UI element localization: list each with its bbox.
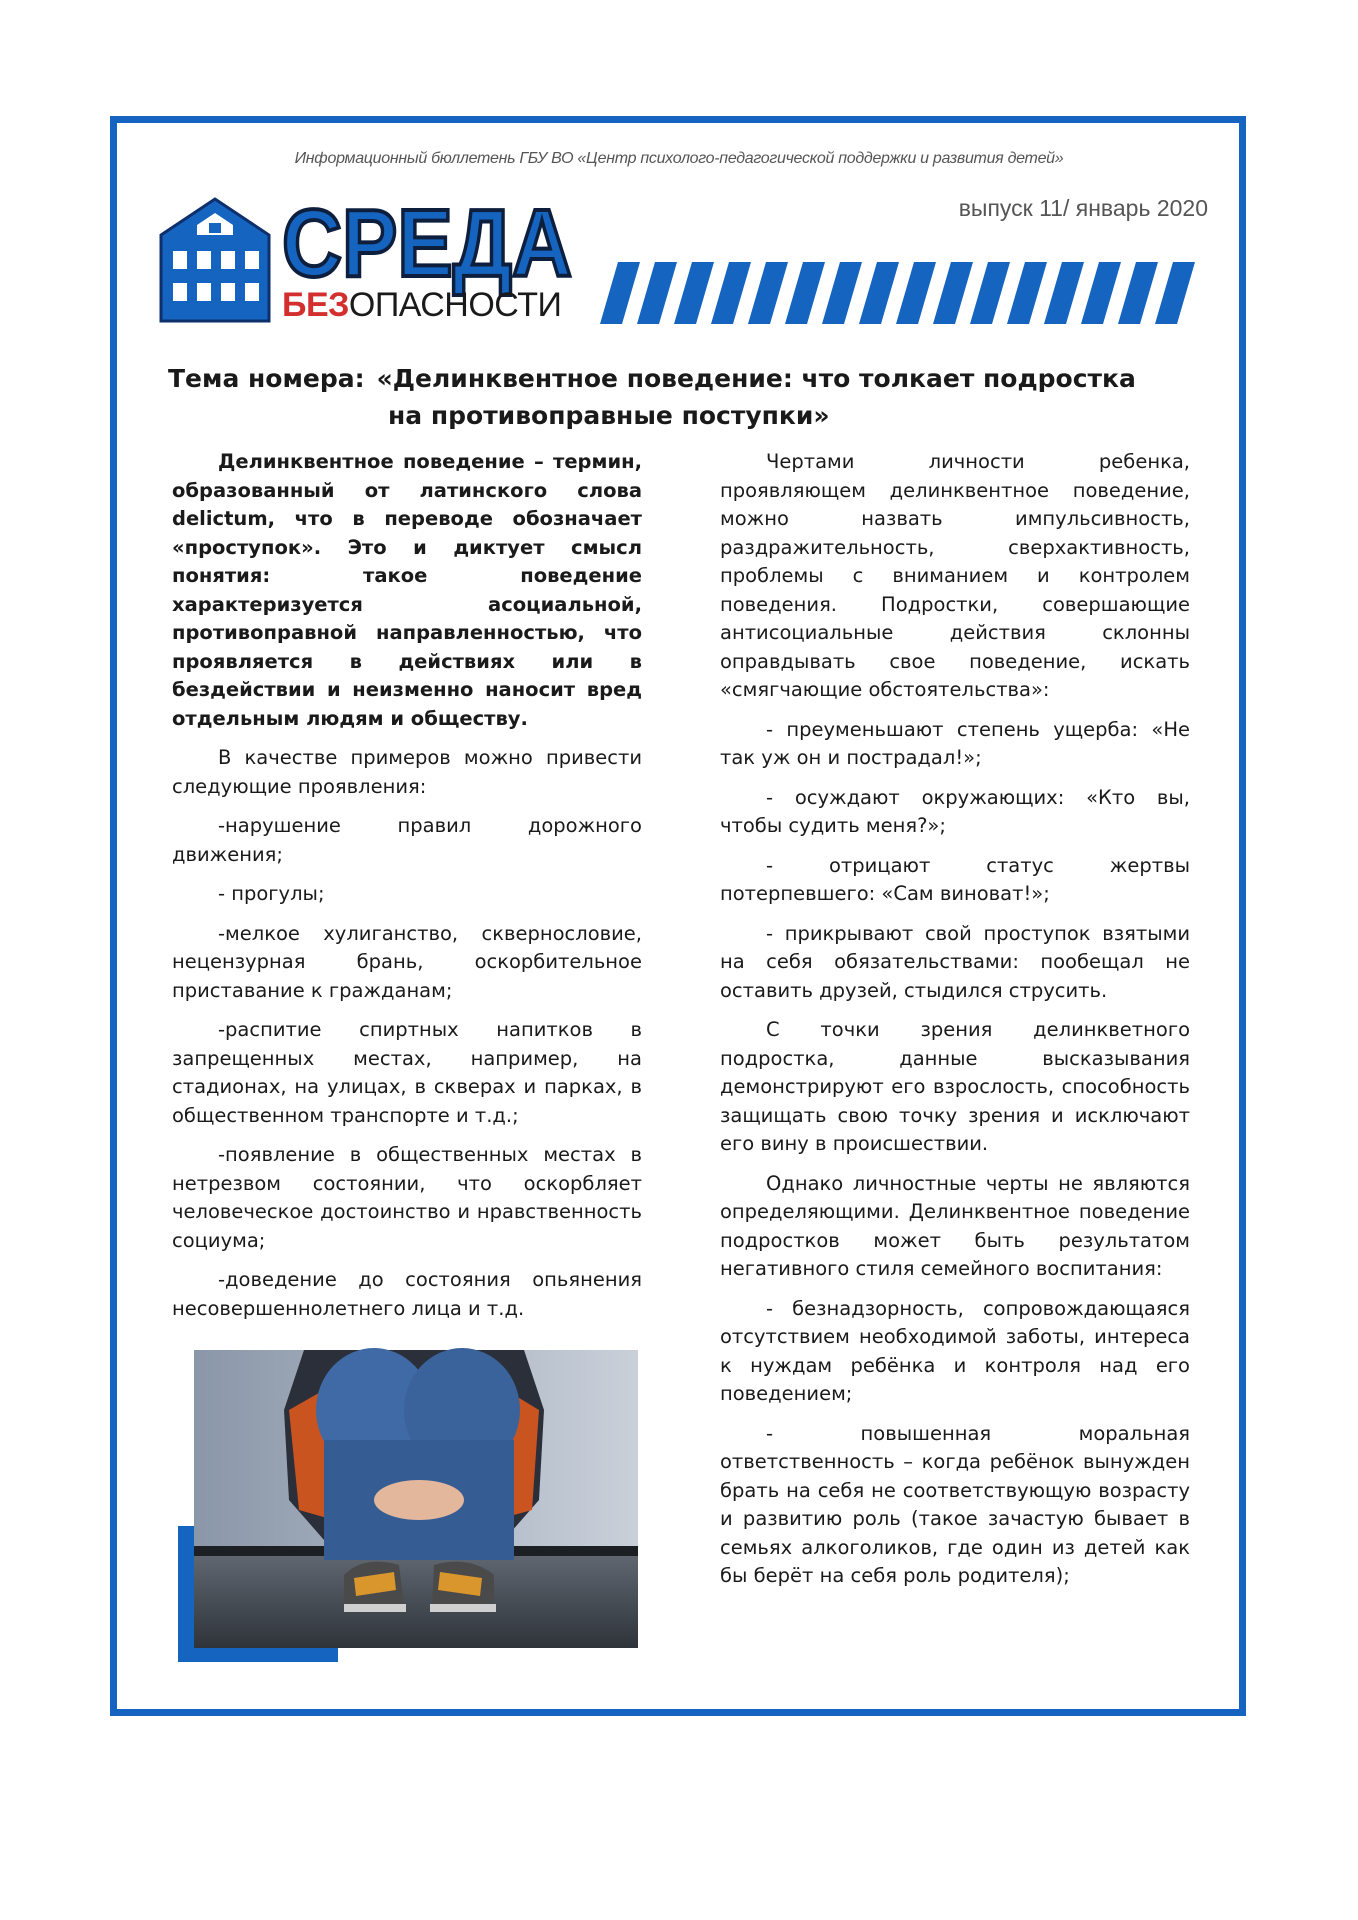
stripe bbox=[1081, 262, 1121, 324]
stripe bbox=[1007, 262, 1047, 324]
stripe bbox=[859, 262, 899, 324]
stripe bbox=[600, 262, 640, 324]
list-item: -появление в общественных местах в нетрезвом состоянии, что оскорбляет человеческое достоинство и нравственность социума; bbox=[172, 1143, 642, 1252]
list-item: - осуждают окружающих: «Кто вы, чтобы судить меня?»; bbox=[720, 785, 1190, 837]
paragraph: Однако личностные черты не являются определяющими. Делинквентное поведение подростков может быть результатом негативного стиля семейного воспитания: bbox=[720, 1171, 1190, 1280]
paragraph: Делинквентное поведение – термин, образованный от латинского слова delictum, что в переводе обозначает «проступок». Это и диктует смысл понятия: такое поведение характеризуется асоциальной, противоправной направленностью, что проявляется в действиях или в бездействии и неизменно наносит вред отдельным людям и обществу. bbox=[172, 450, 642, 730]
stripe bbox=[1044, 262, 1084, 324]
stripe bbox=[674, 262, 714, 324]
bulletin-caption: Информационный бюллетень ГБУ ВО «Центр психолого-педагогической поддержки и развития детей» bbox=[294, 150, 1064, 167]
logo-wordmark bbox=[278, 190, 578, 297]
logo-main-text: СРЕДА bbox=[282, 190, 572, 297]
sitting-teen-photo bbox=[194, 1350, 638, 1648]
left-column bbox=[172, 448, 642, 1334]
theme-label: Тема номера: bbox=[168, 364, 365, 393]
paragraph: С точки зрения делинкветного подростка, данные высказывания демонстрируют его взрослость, способность защищать свою точку зрения и исключают его вину в происшествии. bbox=[720, 1018, 1190, 1155]
logo-sub-red: БЕЗ bbox=[282, 286, 349, 324]
stripe bbox=[970, 262, 1010, 324]
stripe bbox=[785, 262, 825, 324]
stripe bbox=[748, 262, 788, 324]
stripe bbox=[711, 262, 751, 324]
stripe bbox=[822, 262, 862, 324]
stripe bbox=[637, 262, 677, 324]
list-item: - повышенная моральная ответственность – когда ребёнок вынужден брать на себя не соответствующую возрасту и развитию роль (такое зачастую бывает в семьях алкоголиков, где один из детей как бы берёт на себя роль родителя); bbox=[720, 1421, 1190, 1587]
list-item: -распитие спиртных напитков в запрещенных местах, например, на стадионах, на улицах, в скверах и парках, в общественном транспорте и т.д.; bbox=[172, 1018, 642, 1127]
stripe bbox=[1118, 262, 1158, 324]
stripe bbox=[896, 262, 936, 324]
list-item: - безнадзорность, сопровождающаяся отсутствием необходимой заботы, интереса к нуждам ребёнка и контроля над его поведением; bbox=[720, 1296, 1190, 1405]
logo-subtitle bbox=[282, 286, 561, 325]
house-icon bbox=[155, 195, 275, 325]
list-item: -мелкое хулиганство, сквернословие, нецензурная брань, оскорбительное приставание к гражданам; bbox=[172, 921, 642, 1002]
stripe bbox=[933, 262, 973, 324]
list-item: - прогулы; bbox=[218, 882, 325, 905]
list-item: -нарушение правил дорожного движения; bbox=[172, 814, 642, 866]
paragraph: Чертами личности ребенка, проявляющем делинквентное поведение, можно назвать импульсивность, раздражительность, сверхактивность, проблемы с вниманием и контролем поведения. Подростки, совершающие антисоциальные действия склонны оправдывать свое поведение, искать «смягчающие обстоятельства»: bbox=[720, 450, 1190, 701]
paragraph: В качестве примеров можно привести следующие проявления: bbox=[172, 746, 642, 798]
list-item: - преуменьшают степень ущерба: «Не так уж он и пострадал!»; bbox=[720, 717, 1190, 769]
list-item: - отрицают статус жертвы потерпевшего: «Сам виноват!»; bbox=[720, 853, 1190, 905]
issue-theme bbox=[168, 360, 1208, 434]
list-item: -доведение до состояния опьянения несовершеннолетнего лица и т.д. bbox=[172, 1268, 642, 1320]
theme-title-line1: «Делинквентное поведение: что толкает подростка bbox=[376, 364, 1136, 393]
issue-number: выпуск 11/ январь 2020 bbox=[958, 195, 1208, 221]
right-column bbox=[720, 448, 1190, 1602]
stripe bbox=[1155, 262, 1195, 324]
theme-title-line2: на противоправные поступки» bbox=[388, 401, 830, 430]
list-item: - прикрывают свой проступок взятыми на себя обязательствами: пообещал не оставить друзей, стыдился струсить. bbox=[720, 921, 1190, 1002]
header-stripes bbox=[600, 262, 1220, 324]
logo-sub-rest: ОПАСНОСТИ bbox=[348, 286, 562, 324]
